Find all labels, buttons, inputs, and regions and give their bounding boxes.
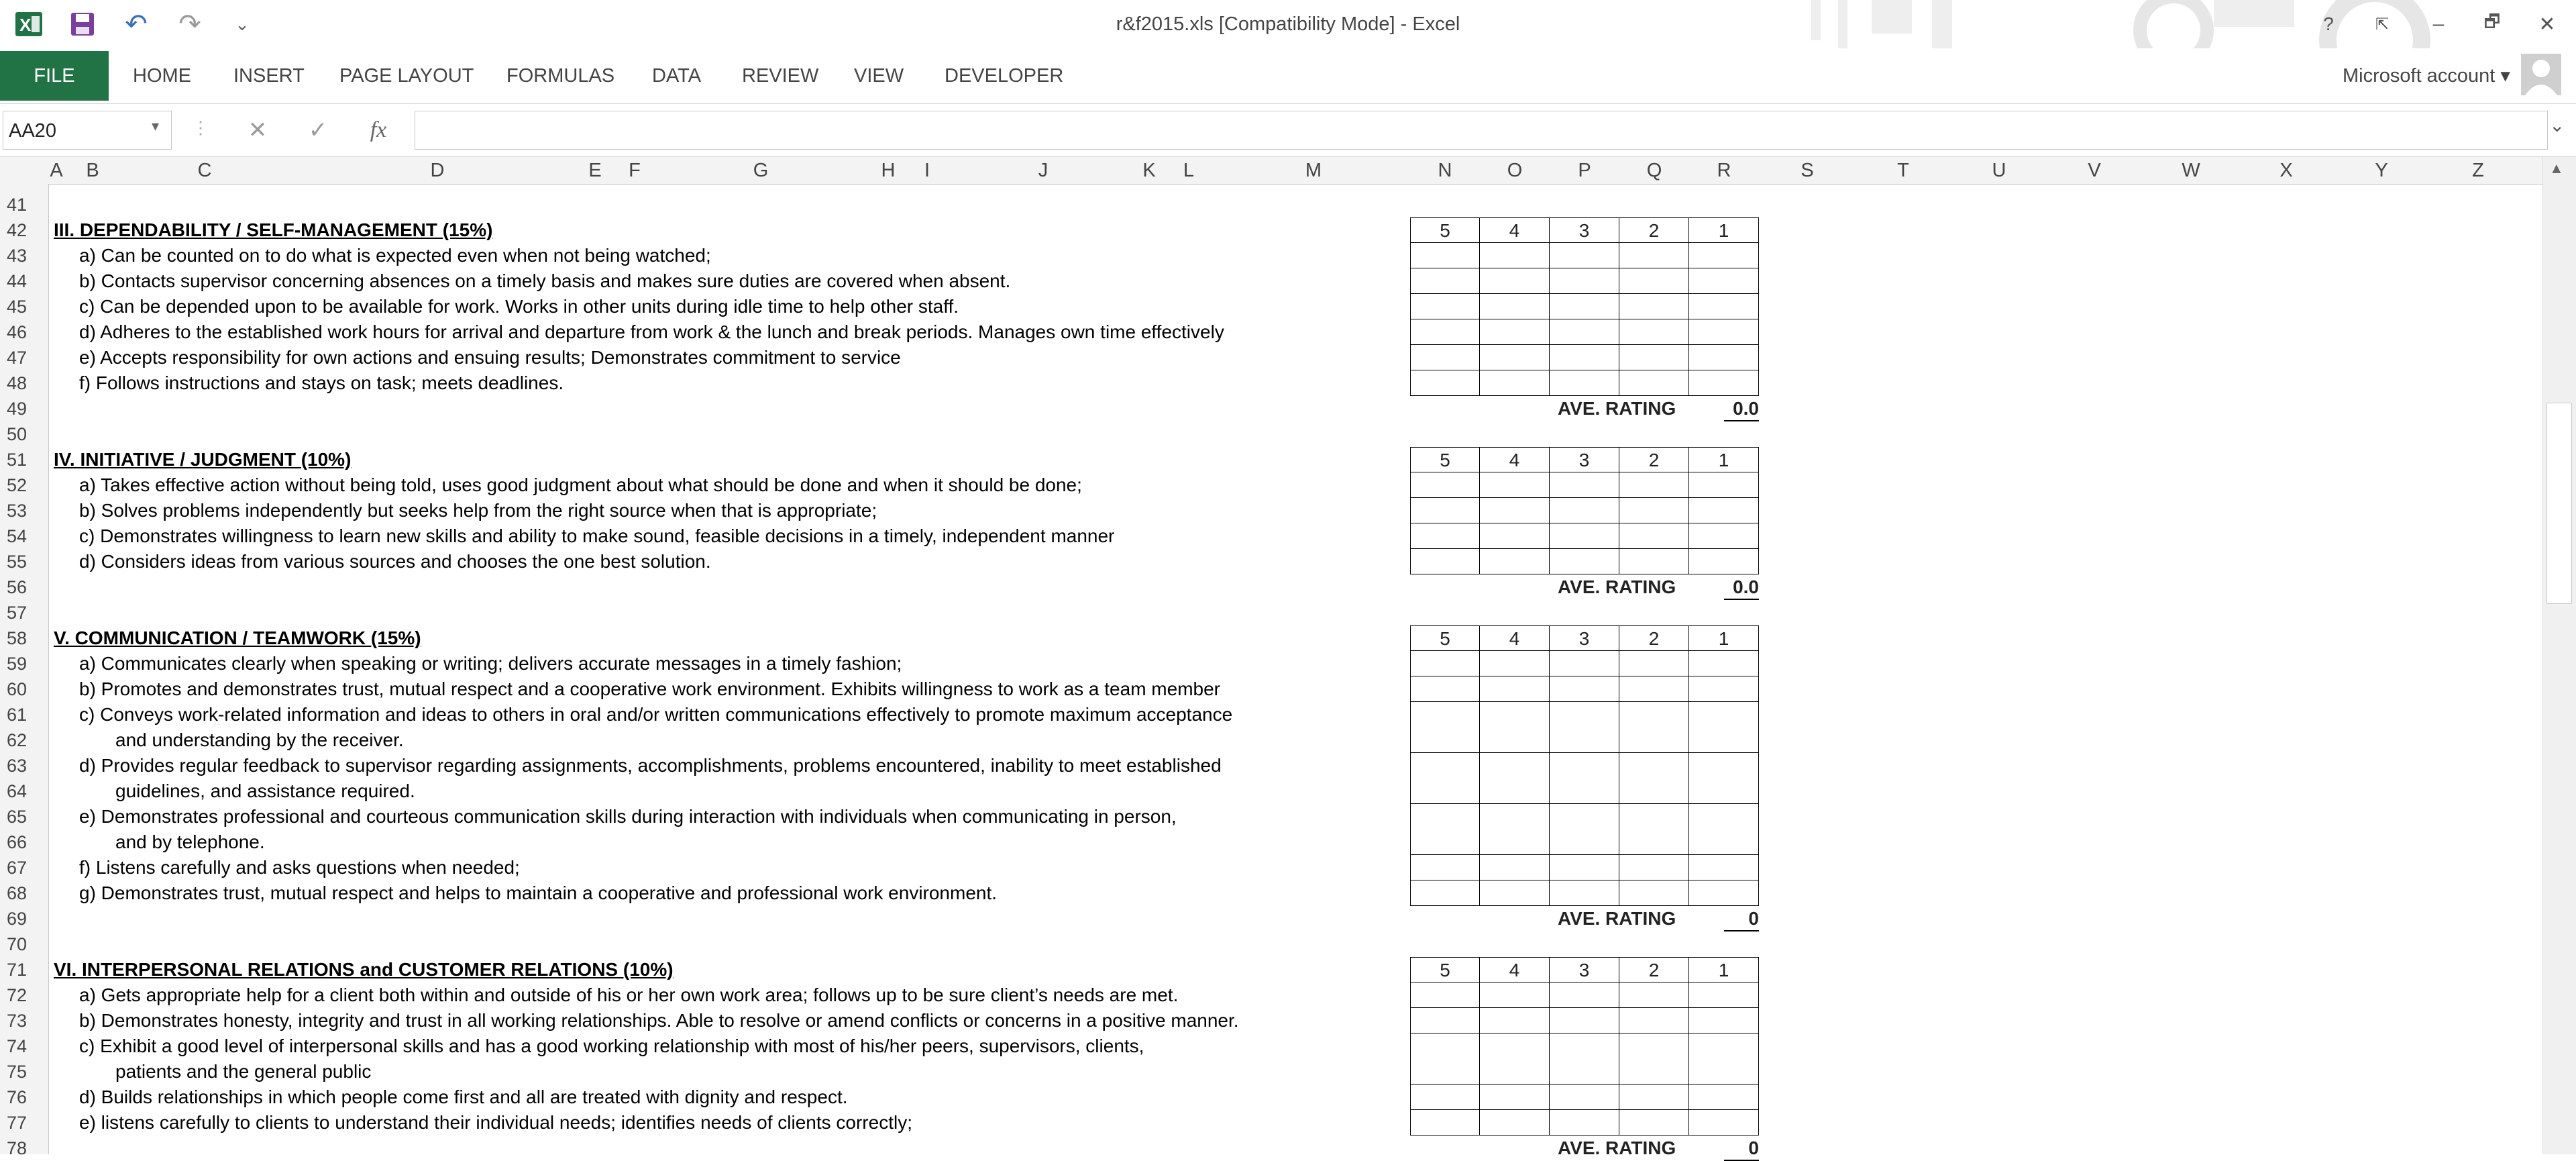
section-title: V. COMMUNICATION / TEAMWORK (15%) (54, 627, 421, 648)
rating-cell[interactable] (1480, 294, 1550, 319)
column-header-j[interactable]: J (1038, 160, 1049, 181)
rating-cell[interactable] (1619, 1033, 1689, 1084)
rating-cell[interactable] (1689, 1084, 1759, 1110)
tab-page-layout[interactable]: PAGE LAYOUT (339, 65, 474, 87)
rating-cell[interactable] (1550, 702, 1619, 753)
rating-cell[interactable] (1410, 676, 1480, 702)
rating-cell[interactable] (1410, 1033, 1480, 1084)
rating-cell[interactable] (1550, 651, 1619, 676)
rating-cell[interactable] (1480, 1008, 1550, 1033)
rating-cell[interactable] (1619, 702, 1689, 753)
rating-header-3: 3 (1550, 957, 1619, 982)
row-header-70[interactable]: 70 (7, 934, 28, 954)
rating-cell[interactable] (1550, 523, 1619, 549)
rating-cell[interactable] (1550, 268, 1619, 294)
criteria-line: a) Takes effective action without being told, uses good judgment about what should be done and when it should be done; (79, 474, 1082, 495)
tab-insert[interactable]: INSERT (233, 65, 305, 87)
rating-header-5: 5 (1410, 217, 1480, 243)
row-header-63[interactable]: 63 (7, 756, 28, 776)
rating-cell[interactable] (1410, 1008, 1480, 1033)
column-header-p[interactable]: P (1578, 160, 1591, 181)
row-header-52[interactable]: 52 (7, 475, 28, 495)
column-header-q[interactable]: Q (1646, 160, 1662, 181)
rating-cell[interactable] (1619, 982, 1689, 1008)
rating-cell[interactable] (1689, 243, 1759, 268)
rating-header-4: 4 (1480, 217, 1550, 243)
column-header-n[interactable]: N (1438, 160, 1452, 181)
column-header-m[interactable]: M (1305, 160, 1322, 181)
rating-cell[interactable] (1619, 804, 1689, 855)
rating-cell[interactable] (1689, 880, 1759, 906)
ave-rating-label: AVE. RATING (1558, 908, 1676, 929)
rating-header-2: 2 (1619, 447, 1689, 472)
microsoft-account-menu[interactable]: Microsoft account ▾ (2343, 65, 2510, 87)
rating-header-1: 1 (1689, 447, 1759, 472)
row-header-54[interactable]: 54 (7, 526, 28, 546)
ribbon-display-options-button[interactable]: ⇱ (2375, 15, 2390, 34)
rating-cell[interactable] (1410, 498, 1480, 523)
rating-cell[interactable] (1410, 268, 1480, 294)
tab-review[interactable]: REVIEW (742, 65, 819, 87)
rating-cell[interactable] (1480, 982, 1550, 1008)
rating-cell[interactable] (1619, 880, 1689, 906)
column-header-o[interactable]: O (1507, 160, 1523, 181)
row-header-58[interactable]: 58 (7, 628, 28, 648)
rating-cell[interactable] (1410, 1084, 1480, 1110)
rating-header-5: 5 (1410, 625, 1480, 651)
rating-cell[interactable] (1550, 1008, 1619, 1033)
rating-cell[interactable] (1410, 1110, 1480, 1135)
rating-cell[interactable] (1550, 345, 1619, 370)
rating-cell[interactable] (1689, 1110, 1759, 1135)
section-title: VI. INTERPERSONAL RELATIONS and CUSTOMER RELATIONS (10%) (54, 959, 674, 980)
ave-rating-value: 0.0 (1724, 574, 1759, 600)
row-header-50[interactable]: 50 (7, 424, 28, 444)
criteria-line: c) Conveys work-related information and ideas to others in oral and/or written communications effectively to promote maximum acceptance (79, 704, 1233, 725)
rating-cell[interactable] (1689, 676, 1759, 702)
rating-cell[interactable] (1480, 880, 1550, 906)
rating-header-5: 5 (1410, 447, 1480, 472)
rating-cell[interactable] (1410, 549, 1480, 574)
row-header-75[interactable]: 75 (7, 1062, 28, 1082)
rating-cell[interactable] (1619, 676, 1689, 702)
rating-cell[interactable] (1619, 1084, 1689, 1110)
rating-header-4: 4 (1480, 957, 1550, 982)
rating-header-3: 3 (1550, 625, 1619, 651)
row-header-45[interactable]: 45 (7, 297, 28, 317)
row-header-59[interactable]: 59 (7, 654, 28, 674)
row-header-42[interactable]: 42 (7, 220, 28, 240)
close-button[interactable]: ✕ (2538, 13, 2556, 36)
rating-cell[interactable] (1550, 549, 1619, 574)
rating-cell[interactable] (1550, 982, 1619, 1008)
row-header-41[interactable]: 41 (7, 195, 28, 215)
row-header-64[interactable]: 64 (7, 781, 28, 801)
rating-cell[interactable] (1550, 472, 1619, 498)
window-title: r&f2015.xls [Compatibility Mode] - Excel (1116, 13, 1460, 35)
rating-cell[interactable] (1689, 549, 1759, 574)
rating-cell[interactable] (1480, 702, 1550, 753)
rating-cell[interactable] (1619, 1110, 1689, 1135)
rating-cell[interactable] (1689, 702, 1759, 753)
column-header-l[interactable]: L (1183, 160, 1195, 181)
rating-cell[interactable] (1480, 804, 1550, 855)
row-header-67[interactable]: 67 (7, 858, 28, 878)
rating-cell[interactable] (1550, 855, 1619, 880)
row-header-62[interactable]: 62 (7, 730, 28, 750)
column-header-w[interactable]: W (2182, 160, 2200, 181)
restore-button[interactable]: 🗗 (2483, 11, 2501, 32)
rating-cell[interactable] (1689, 855, 1759, 880)
row-header-60[interactable]: 60 (7, 679, 28, 699)
rating-cell[interactable] (1480, 676, 1550, 702)
rating-cell[interactable] (1689, 498, 1759, 523)
criteria-line: guidelines, and assistance required. (115, 780, 415, 801)
column-header-i[interactable]: I (924, 160, 930, 181)
criteria-line: d) Builds relationships in which people come first and all are treated with dignity and respect. (79, 1087, 848, 1107)
rating-cell[interactable] (1689, 268, 1759, 294)
criteria-line: e) Demonstrates professional and courteous communication skills during interaction with individuals when communicating in person, (79, 806, 1177, 827)
tab-data[interactable]: DATA (652, 65, 702, 87)
rating-cell[interactable] (1480, 472, 1550, 498)
rating-cell[interactable] (1689, 1033, 1759, 1084)
rating-cell[interactable] (1550, 753, 1619, 804)
rating-cell[interactable] (1619, 753, 1689, 804)
row-header-69[interactable]: 69 (7, 909, 28, 929)
column-header-z[interactable]: Z (2472, 160, 2484, 181)
rating-cell[interactable] (1619, 855, 1689, 880)
criteria-line: a) Gets appropriate help for a client both within and outside of his or her own work area; follows up to be sure client’s needs are met. (79, 985, 1179, 1005)
rating-cell[interactable] (1619, 498, 1689, 523)
rating-cell[interactable] (1480, 1110, 1550, 1135)
column-header-b[interactable]: B (86, 160, 99, 181)
criteria-line: and understanding by the receiver. (115, 729, 404, 750)
criteria-line: e) listens carefully to clients to understand their individual needs; identifies needs of clients correctly; (79, 1112, 912, 1133)
row-header-53[interactable]: 53 (7, 501, 28, 521)
rating-header-1: 1 (1689, 217, 1759, 243)
rating-cell[interactable] (1550, 243, 1619, 268)
criteria-line: e) Accepts responsibility for own actions and ensuing results; Demonstrates commitment to service (79, 347, 901, 368)
rating-cell[interactable] (1619, 370, 1689, 396)
criteria-line: c) Can be depended upon to be available for work. Works in other units during idle time to help other staff. (79, 296, 959, 317)
row-header-56[interactable]: 56 (7, 577, 28, 597)
rating-header-1: 1 (1689, 625, 1759, 651)
tab-home[interactable]: HOME (133, 65, 191, 87)
rating-cell[interactable] (1480, 498, 1550, 523)
section-title: IV. INITIATIVE / JUDGMENT (10%) (54, 449, 352, 470)
redo-icon[interactable]: ↷ (178, 9, 201, 39)
rating-cell[interactable] (1480, 243, 1550, 268)
row-header-55[interactable]: 55 (7, 552, 28, 572)
rating-header-2: 2 (1619, 217, 1689, 243)
column-header-c[interactable]: C (197, 160, 212, 181)
column-header-a[interactable]: A (50, 160, 63, 181)
rating-cell[interactable] (1689, 345, 1759, 370)
formula-input[interactable] (415, 111, 2548, 150)
rating-cell[interactable] (1550, 498, 1619, 523)
criteria-line: f) Listens carefully and asks questions when needed; (79, 857, 520, 878)
scrollbar-thumb[interactable] (2546, 403, 2572, 604)
row-header-48[interactable]: 48 (7, 373, 28, 393)
rating-cell[interactable] (1410, 345, 1480, 370)
rating-cell[interactable] (1619, 243, 1689, 268)
ave-rating-value: 0 (1724, 1135, 1759, 1161)
row-header-72[interactable]: 72 (7, 985, 28, 1005)
rating-header-2: 2 (1619, 625, 1689, 651)
name-box[interactable]: AA20 (3, 111, 172, 150)
ave-rating-label: AVE. RATING (1558, 576, 1676, 597)
rating-cell[interactable] (1619, 319, 1689, 345)
rating-cell[interactable] (1410, 753, 1480, 804)
row-header-43[interactable]: 43 (7, 246, 28, 266)
rating-cell[interactable] (1689, 294, 1759, 319)
column-header-r[interactable]: R (1717, 160, 1731, 181)
enter-icon[interactable]: ✓ (308, 117, 328, 143)
undo-icon[interactable]: ↶ (125, 9, 148, 39)
ave-rating-label: AVE. RATING (1558, 398, 1676, 419)
criteria-line: g) Demonstrates trust, mutual respect and helps to maintain a cooperative and professional work environment. (79, 882, 998, 903)
row-header-65[interactable]: 65 (7, 807, 28, 827)
rating-header-4: 4 (1480, 625, 1550, 651)
vertical-scrollbar[interactable] (2542, 157, 2576, 1154)
rating-cell[interactable] (1550, 1110, 1619, 1135)
save-icon[interactable] (62, 5, 103, 43)
column-header-t[interactable]: T (1897, 160, 1909, 181)
rating-cell[interactable] (1480, 319, 1550, 345)
criteria-line: b) Contacts supervisor concerning absences on a timely basis and makes sure duties are covered when absent. (79, 270, 1011, 291)
rating-cell[interactable] (1550, 1033, 1619, 1084)
rating-cell[interactable] (1619, 549, 1689, 574)
customize-qat-icon[interactable]: ⌄ (235, 13, 250, 34)
criteria-line: c) Exhibit a good level of interpersonal skills and has a good working relationship with most of his/her peers, supervisors, clients, (79, 1036, 1144, 1056)
row-header-73[interactable]: 73 (7, 1011, 28, 1031)
tab-developer[interactable]: DEVELOPER (945, 65, 1064, 87)
rating-cell[interactable] (1619, 472, 1689, 498)
column-header-y[interactable]: Y (2375, 160, 2388, 181)
rating-cell[interactable] (1689, 523, 1759, 549)
rating-cell[interactable] (1550, 294, 1619, 319)
rating-cell[interactable] (1619, 1008, 1689, 1033)
help-button[interactable]: ? (2323, 13, 2334, 34)
criteria-line: patients and the general public (115, 1061, 372, 1082)
column-header-s[interactable]: S (1801, 160, 1814, 181)
row-header-57[interactable]: 57 (7, 603, 28, 623)
rating-cell[interactable] (1689, 370, 1759, 396)
row-header-77[interactable]: 77 (7, 1113, 28, 1133)
column-header-g[interactable]: G (753, 160, 769, 181)
rating-cell[interactable] (1689, 472, 1759, 498)
column-header-d[interactable]: D (430, 160, 445, 181)
rating-cell[interactable] (1689, 651, 1759, 676)
ave-rating-value: 0 (1724, 906, 1759, 931)
avatar[interactable] (2521, 54, 2561, 95)
excel-logo-icon[interactable] (8, 5, 50, 43)
minimize-button[interactable]: – (2432, 13, 2445, 35)
criteria-line: b) Demonstrates honesty, integrity and trust in all working relationships. Able to resolve or amend conflicts or concerns in a positive manner. (79, 1010, 1239, 1031)
rating-header-3: 3 (1550, 447, 1619, 472)
rating-cell[interactable] (1410, 855, 1480, 880)
row-header-71[interactable]: 71 (7, 960, 28, 980)
rating-cell[interactable] (1550, 319, 1619, 345)
row-header-74[interactable]: 74 (7, 1036, 28, 1056)
rating-cell[interactable] (1480, 549, 1550, 574)
rating-cell[interactable] (1689, 753, 1759, 804)
rating-cell[interactable] (1480, 523, 1550, 549)
rating-cell[interactable] (1480, 753, 1550, 804)
rating-cell[interactable] (1410, 982, 1480, 1008)
scroll-up-icon[interactable]: ▲ (2549, 160, 2564, 176)
column-header-h[interactable]: H (881, 160, 896, 181)
rating-cell[interactable] (1480, 1084, 1550, 1110)
rating-cell[interactable] (1410, 523, 1480, 549)
rating-header-1: 1 (1689, 957, 1759, 982)
criteria-line: a) Communicates clearly when speaking or writing; delivers accurate messages in a timely fashion; (79, 653, 902, 674)
column-header-k[interactable]: K (1142, 160, 1156, 181)
row-header-49[interactable]: 49 (7, 399, 28, 419)
rating-cell[interactable] (1619, 523, 1689, 549)
row-header-44[interactable]: 44 (7, 271, 28, 291)
rating-cell[interactable] (1550, 880, 1619, 906)
rating-cell[interactable] (1480, 1033, 1550, 1084)
rating-cell[interactable] (1689, 1008, 1759, 1033)
svg-text:X: X (19, 15, 32, 35)
row-header-78[interactable]: 78 (7, 1138, 28, 1158)
rating-cell[interactable] (1550, 1084, 1619, 1110)
rating-cell[interactable] (1550, 370, 1619, 396)
row-header-61[interactable]: 61 (7, 705, 28, 725)
rating-cell[interactable] (1619, 294, 1689, 319)
column-header-e[interactable]: E (588, 160, 602, 181)
rating-cell[interactable] (1410, 294, 1480, 319)
name-box-dropdown-icon[interactable]: ▾ (152, 117, 160, 134)
tab-formulas[interactable]: FORMULAS (506, 65, 615, 87)
row-header-51[interactable]: 51 (7, 450, 28, 470)
expand-formula-bar-icon[interactable]: ⌄ (2549, 115, 2565, 136)
rating-cell[interactable] (1550, 676, 1619, 702)
column-header-u[interactable]: U (1992, 160, 2006, 181)
criteria-line: d) Adheres to the established work hours for arrival and departure from work & the lunch and break periods. Manages own time effectively (79, 321, 1224, 342)
criteria-line: f) Follows instructions and stays on task; meets deadlines. (79, 372, 564, 393)
criteria-line: d) Considers ideas from various sources and chooses the one best solution. (79, 551, 711, 572)
rating-header-5: 5 (1410, 957, 1480, 982)
row-header-46[interactable]: 46 (7, 322, 28, 342)
rating-header-2: 2 (1619, 957, 1689, 982)
criteria-line: b) Solves problems independently but seeks help from the right source when that is appropriate; (79, 500, 877, 521)
rating-header-4: 4 (1480, 447, 1550, 472)
criteria-line: c) Demonstrates willingness to learn new skills and ability to make sound, feasible decisions in a timely, independent manner (79, 525, 1115, 546)
rating-cell[interactable] (1410, 804, 1480, 855)
row-header-47[interactable]: 47 (7, 348, 28, 368)
insert-function-icon[interactable]: fx (370, 117, 387, 142)
column-header-f[interactable]: F (629, 160, 641, 181)
row-header-68[interactable]: 68 (7, 883, 28, 903)
rating-cell[interactable] (1689, 982, 1759, 1008)
ave-rating-value: 0.0 (1724, 396, 1759, 421)
rating-cell[interactable] (1410, 880, 1480, 906)
rating-cell[interactable] (1619, 345, 1689, 370)
rating-cell[interactable] (1410, 702, 1480, 753)
rating-cell[interactable] (1619, 268, 1689, 294)
section-title: III. DEPENDABILITY / SELF-MANAGEMENT (15%) (54, 219, 493, 240)
criteria-line: and by telephone. (115, 831, 265, 852)
rating-header-3: 3 (1550, 217, 1619, 243)
rating-cell[interactable] (1410, 243, 1480, 268)
rating-cell[interactable] (1689, 804, 1759, 855)
rating-cell[interactable] (1689, 319, 1759, 345)
ave-rating-label: AVE. RATING (1558, 1138, 1676, 1158)
column-header-v[interactable]: V (2088, 160, 2101, 181)
criteria-line: d) Provides regular feedback to supervisor regarding assignments, accomplishments, problems encountered, inability to meet established (79, 755, 1222, 776)
rating-cell[interactable] (1480, 268, 1550, 294)
rating-cell[interactable] (1550, 804, 1619, 855)
row-header-76[interactable]: 76 (7, 1087, 28, 1107)
cancel-icon[interactable]: ✕ (248, 117, 268, 143)
rating-cell[interactable] (1410, 651, 1480, 676)
rating-cell[interactable] (1480, 855, 1550, 880)
tab-view[interactable]: VIEW (854, 65, 904, 87)
rating-cell[interactable] (1410, 319, 1480, 345)
rating-cell[interactable] (1410, 472, 1480, 498)
rating-cell[interactable] (1619, 651, 1689, 676)
row-header-66[interactable]: 66 (7, 832, 28, 852)
rating-cell[interactable] (1410, 370, 1480, 396)
criteria-line: a) Can be counted on to do what is expected even when not being watched; (79, 245, 711, 266)
rating-cell[interactable] (1480, 370, 1550, 396)
tab-file[interactable]: FILE (0, 51, 109, 101)
column-header-x[interactable]: X (2279, 160, 2293, 181)
more-options-icon: ⋮ (192, 117, 209, 138)
rating-cell[interactable] (1480, 651, 1550, 676)
criteria-line: b) Promotes and demonstrates trust, mutual respect and a cooperative work environment. Exhibits willingness to work as a team member (79, 678, 1220, 699)
rating-cell[interactable] (1480, 345, 1550, 370)
